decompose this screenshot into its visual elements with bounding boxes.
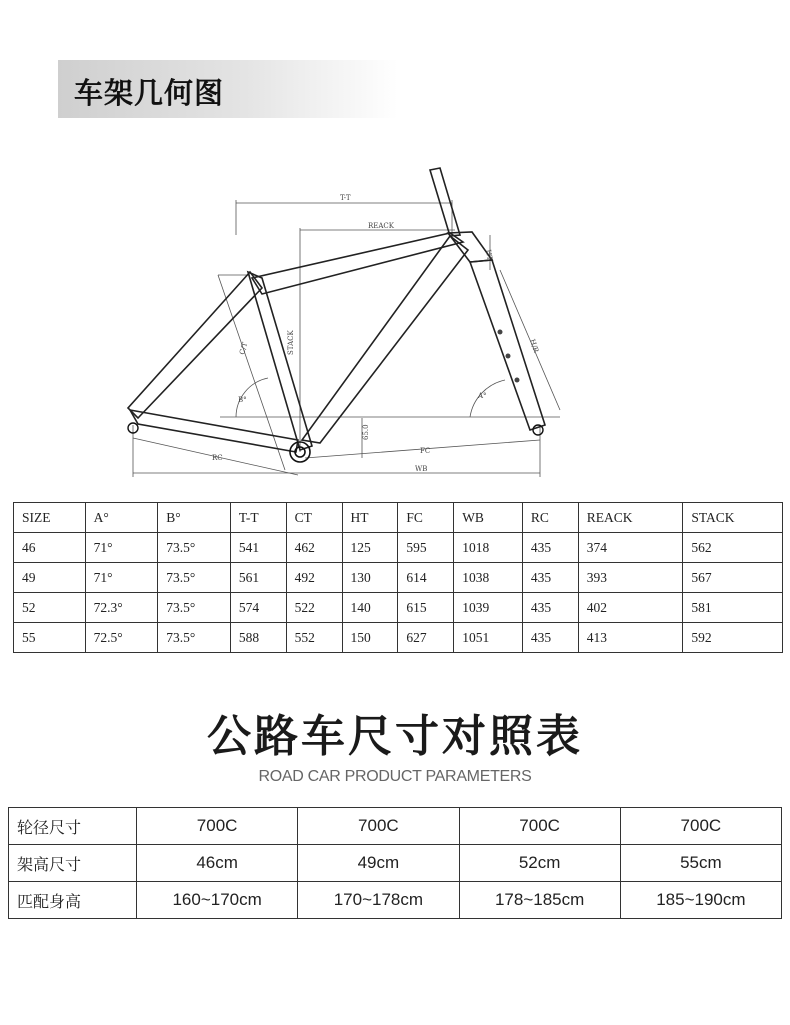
table-cell: 615 xyxy=(398,593,454,623)
header-cell: RC xyxy=(522,503,578,533)
table-cell: 561 xyxy=(230,563,286,593)
table-cell: 52 xyxy=(14,593,86,623)
table-cell: 462 xyxy=(286,533,342,563)
header-cell: FC xyxy=(398,503,454,533)
table-cell: 185~190cm xyxy=(620,882,781,919)
label-fork: H/R xyxy=(528,338,540,354)
row-label: 架高尺寸 xyxy=(9,845,137,882)
label-stack: STACK xyxy=(287,330,295,355)
table-cell: 614 xyxy=(398,563,454,593)
table-cell: 1051 xyxy=(454,623,523,653)
label-ht: HT xyxy=(484,248,494,261)
frame-tubes xyxy=(128,168,545,452)
table-cell: 402 xyxy=(578,593,683,623)
table-cell: 435 xyxy=(522,593,578,623)
table-row xyxy=(9,845,782,882)
table-cell: 595 xyxy=(398,533,454,563)
table-cell: 393 xyxy=(578,563,683,593)
table-cell: 700C xyxy=(620,808,781,845)
header-cell: REACK xyxy=(578,503,683,533)
params-title: 公路车尺寸对照表 xyxy=(207,711,583,762)
label-ct: C/T xyxy=(238,341,250,356)
table-cell: 170~178cm xyxy=(298,882,459,919)
table-cell: 700C xyxy=(459,808,620,845)
header-cell: WB xyxy=(454,503,523,533)
table-cell: 150 xyxy=(342,623,398,653)
table-cell: 72.3° xyxy=(85,593,158,623)
table-cell: 435 xyxy=(522,533,578,563)
label-tt: T-T xyxy=(340,194,351,202)
header-cell: B° xyxy=(158,503,231,533)
table-cell: 567 xyxy=(683,563,783,593)
table-cell: 627 xyxy=(398,623,454,653)
table-cell: 592 xyxy=(683,623,783,653)
table-cell: 1038 xyxy=(454,563,523,593)
table-cell: 52cm xyxy=(459,845,620,882)
header-cell: HT xyxy=(342,503,398,533)
geometry-table-header xyxy=(14,503,783,533)
table-cell: 552 xyxy=(286,623,342,653)
table-cell: 700C xyxy=(137,808,298,845)
header-cell: CT xyxy=(286,503,342,533)
table-cell: 46 xyxy=(14,533,86,563)
table-row xyxy=(14,623,783,653)
header-cell: STACK xyxy=(683,503,783,533)
table-row xyxy=(9,808,782,845)
label-wb: WB xyxy=(415,465,428,473)
header-cell: SIZE xyxy=(14,503,86,533)
table-cell: 73.5° xyxy=(158,533,231,563)
table-cell: 73.5° xyxy=(158,623,231,653)
banner-title: 车架几何图 xyxy=(74,76,225,110)
table-cell: 73.5° xyxy=(158,563,231,593)
table-cell: 374 xyxy=(578,533,683,563)
table-cell: 160~170cm xyxy=(137,882,298,919)
table-cell: 125 xyxy=(342,533,398,563)
table-cell: 130 xyxy=(342,563,398,593)
table-cell: 55cm xyxy=(620,845,781,882)
table-cell: 588 xyxy=(230,623,286,653)
table-cell: 581 xyxy=(683,593,783,623)
header-cell: T-T xyxy=(230,503,286,533)
geometry-table xyxy=(13,502,783,653)
label-fc: FC xyxy=(420,447,431,455)
table-cell: 49 xyxy=(14,563,86,593)
table-cell: 435 xyxy=(522,563,578,593)
table-row xyxy=(14,533,783,563)
table-cell: 72.5° xyxy=(85,623,158,653)
table-row xyxy=(14,593,783,623)
frame-drawing xyxy=(0,140,790,485)
table-cell: 541 xyxy=(230,533,286,563)
table-cell: 55 xyxy=(14,623,86,653)
header-cell: A° xyxy=(85,503,158,533)
table-cell: 700C xyxy=(298,808,459,845)
table-row xyxy=(14,563,783,593)
params-subtitle: ROAD CAR PRODUCT PARAMETERS xyxy=(258,768,532,785)
table-cell: 492 xyxy=(286,563,342,593)
section-banner xyxy=(58,60,398,118)
table-cell: 73.5° xyxy=(158,593,231,623)
dimension-lines xyxy=(133,200,560,477)
table-cell: 435 xyxy=(522,623,578,653)
table-row xyxy=(9,882,782,919)
row-label: 匹配身高 xyxy=(9,882,137,919)
label-bb-drop: 65.0 xyxy=(362,424,370,440)
table-cell: 562 xyxy=(683,533,783,563)
label-rc: RC xyxy=(212,454,223,462)
row-label: 轮径尺寸 xyxy=(9,808,137,845)
table-cell: 46cm xyxy=(137,845,298,882)
label-reach: REACK xyxy=(368,222,395,230)
table-cell: 49cm xyxy=(298,845,459,882)
table-cell: 1039 xyxy=(454,593,523,623)
table-cell: 178~185cm xyxy=(459,882,620,919)
table-cell: 413 xyxy=(578,623,683,653)
label-angle-b: A° xyxy=(478,392,487,400)
table-cell: 574 xyxy=(230,593,286,623)
table-cell: 71° xyxy=(85,563,158,593)
frame-geometry-diagram xyxy=(0,140,790,485)
table-cell: 71° xyxy=(85,533,158,563)
params-table xyxy=(8,807,782,919)
table-cell: 140 xyxy=(342,593,398,623)
table-cell: 1018 xyxy=(454,533,523,563)
label-angle-a: B° xyxy=(238,396,247,404)
table-cell: 522 xyxy=(286,593,342,623)
